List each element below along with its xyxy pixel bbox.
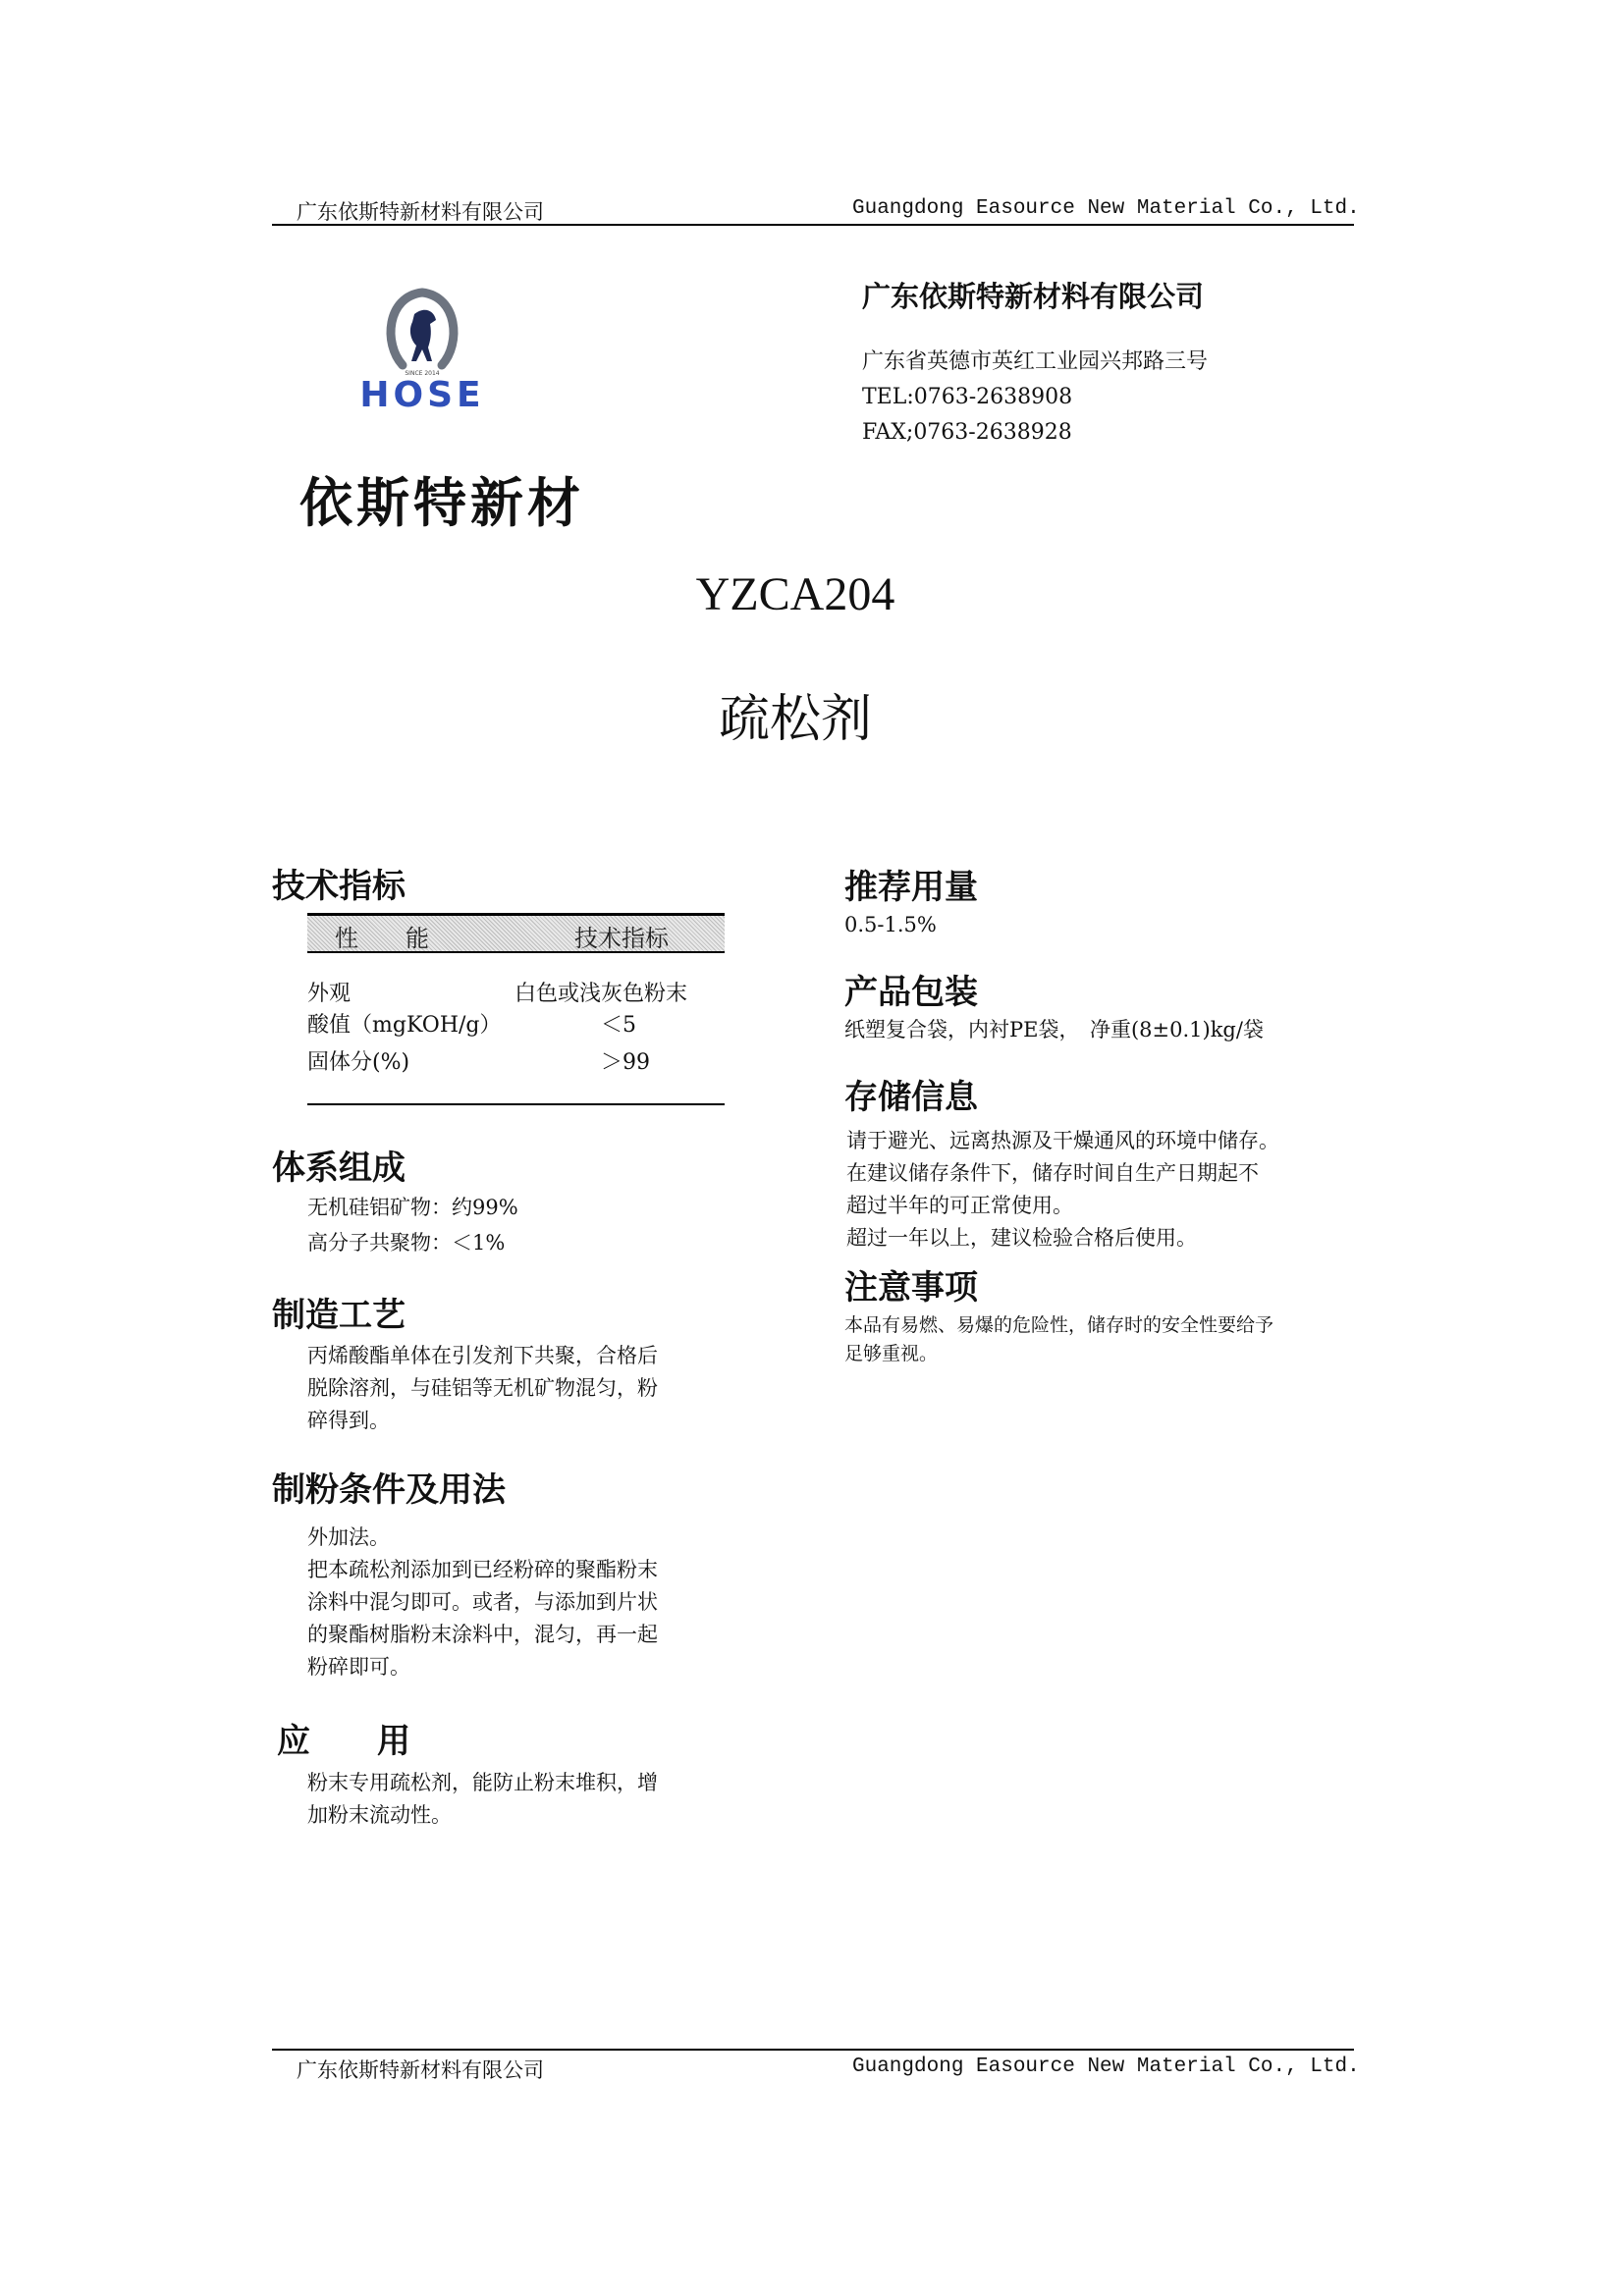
header-company-cn: 广东依斯特新材料有限公司: [297, 200, 544, 224]
packaging-text: 纸塑复合袋，内衬PE袋， 净重(8±0.1)kg/袋: [844, 1018, 1264, 1041]
storage-line: 超过半年的可正常使用。: [846, 1194, 1073, 1217]
contact-tel: TEL:0763-2638908: [862, 385, 1073, 409]
footer-company-en: Guangdong Easource New Material Co., Ltd.: [852, 2056, 1360, 2078]
usage-line: 外加法。: [307, 1525, 390, 1549]
product-name: 疏松剂: [718, 690, 872, 749]
contact-address: 广东省英德市英红工业园兴邦路三号: [862, 349, 1209, 374]
horseshoe-nail: [438, 310, 442, 314]
usage-line: 把本疏松剂添加到已经粉碎的聚酯粉末: [307, 1558, 658, 1581]
logo-wordmark: HOSE: [359, 375, 485, 412]
caution-line: 本品有易燃、易爆的危险性，储存时的安全性要给予: [844, 1314, 1274, 1336]
footer-company-cn: 广东依斯特新材料有限公司: [297, 2058, 544, 2082]
spec-row-value: 白色或浅灰色粉末: [514, 982, 688, 1006]
storage-line: 请于避光、远离热源及干燥通风的环境中储存。: [846, 1129, 1279, 1152]
specs-title: 技术指标: [272, 867, 406, 906]
dosage-title: 推荐用量: [844, 868, 978, 907]
usage-line: 粉碎即可。: [307, 1655, 410, 1679]
spec-row-property: 固体分(%): [307, 1050, 410, 1075]
storage-title: 存储信息: [844, 1078, 978, 1117]
usage-line: 涂料中混匀即可。或者，与添加到片状: [307, 1590, 658, 1614]
caution-line: 足够重视。: [844, 1343, 939, 1364]
spec-col-index: 技术指标: [574, 925, 669, 952]
application-title: 应 用: [277, 1722, 410, 1761]
footer-rule: [272, 2049, 1354, 2051]
horse-shape: [410, 310, 436, 361]
application-line: 加粉末流动性。: [307, 1803, 452, 1827]
header-rule: [272, 224, 1354, 226]
horseshoe-nail: [403, 310, 406, 314]
contact-company: 广东依斯特新材料有限公司: [862, 280, 1205, 313]
application-line: 粉末专用疏松剂，能防止粉末堆积，增: [307, 1771, 658, 1794]
storage-line: 在建议储存条件下，储存时间自生产日期起不: [846, 1161, 1259, 1185]
horseshoe-nail: [444, 332, 448, 336]
usage-line: 的聚酯树脂粉末涂料中，混匀，再一起: [307, 1623, 658, 1646]
process-line: 脱除溶剂，与硅铝等无机矿物混匀，粉: [307, 1376, 658, 1400]
process-line: 碎得到。: [307, 1409, 390, 1432]
spec-row-value: ＜5: [601, 1013, 636, 1038]
caution-title: 注意事项: [844, 1268, 978, 1308]
composition-title: 体系组成: [272, 1148, 406, 1188]
process-line: 丙烯酸酯单体在引发剂下共聚，合格后: [307, 1344, 658, 1367]
contact-fax: FAX;0763-2638928: [862, 420, 1072, 445]
storage-line: 超过一年以上，建议检验合格后使用。: [846, 1226, 1197, 1250]
spec-table-bottom-rule: [307, 1103, 725, 1105]
header-company-en: Guangdong Easource New Material Co., Ltd.: [852, 197, 1360, 220]
spec-col-property: 性 能: [335, 925, 429, 952]
logo-since-text: SINCE 2014: [405, 370, 440, 377]
horse-horseshoe-logo-icon: [314, 285, 530, 412]
spec-row-value: ＞99: [601, 1050, 650, 1075]
usage-title: 制粉条件及用法: [272, 1470, 506, 1510]
spec-row-property: 外观: [307, 982, 352, 1006]
process-title: 制造工艺: [272, 1296, 406, 1335]
product-code: YZCA204: [695, 568, 895, 620]
composition-line: 高分子共聚物：＜1%: [307, 1231, 506, 1255]
dosage-text: 0.5-1.5%: [844, 913, 937, 936]
horseshoe-nail: [397, 332, 401, 336]
brand-name-cn: 依斯特新材: [299, 472, 584, 534]
spec-row-property: 酸值（mgKOH/g）: [307, 1013, 502, 1038]
spec-table-header: [307, 913, 725, 953]
packaging-title: 产品包装: [844, 973, 978, 1012]
composition-line: 无机硅铝矿物：约99%: [307, 1196, 518, 1219]
